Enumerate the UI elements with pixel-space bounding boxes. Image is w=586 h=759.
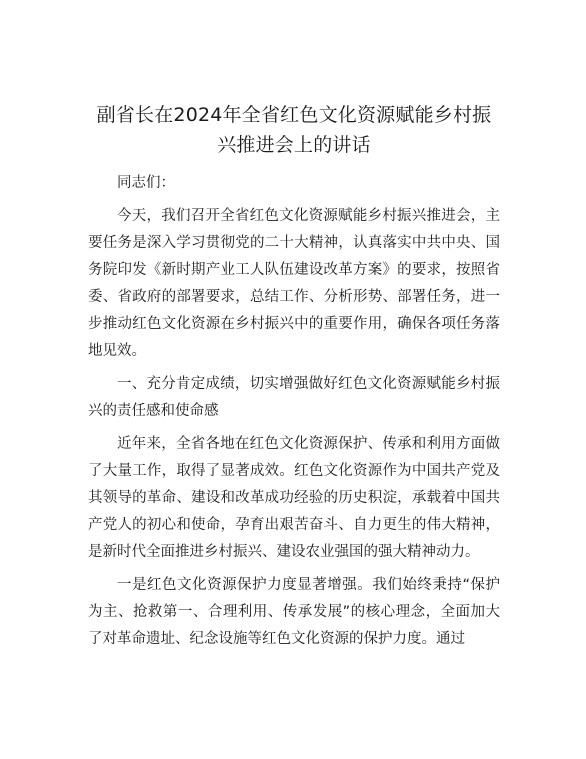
document-title: 副省长在2024年全省红色文化资源赋能乡村振兴推进会上的讲话 bbox=[96, 104, 492, 156]
salutation: 同志们： bbox=[117, 175, 175, 191]
paragraph-achievements: 近年来，全省各地在红色文化资源保护、传承和利用方面做了大量工作，取得了显著成效。红色文化资源作为中国共产党及其领导的革命、建设和改革成功经验的历史积淀，承载着中国共产党人的初心和使命，孕育出艰苦奋斗、自力更生的伟大精神，是新时代全面推进乡村振兴、建设农业强国的强大精神动力。 bbox=[88, 436, 500, 560]
paragraph-intro: 今天，我们召开全省红色文化资源赋能乡村振兴推进会，主要任务是深入学习贯彻党的二十大精神，认真落实中共中央、国务院印发《新时期产业工人队伍建设改革方案》的要求，按照省委、省政府的部署要求，总结工作、分析形势、部署任务，进一步推动红色文化资源在乡村振兴中的重要作用，确保各项任务落地见效。 bbox=[88, 208, 500, 359]
paragraph-point-1: 一是红色文化资源保护力度显著增强。我们始终秉持“保护为主、抢救第一、合理利用、传承发展”的核心理念，全面加大了对革命遗址、纪念设施等红色文化资源的保护力度。通过 bbox=[88, 577, 500, 647]
document-page bbox=[88, 100, 500, 653]
section-heading-1: 一、充分肯定成绩，切实增强做好红色文化资源赋能乡村振兴的责任感和使命感 bbox=[88, 376, 500, 419]
